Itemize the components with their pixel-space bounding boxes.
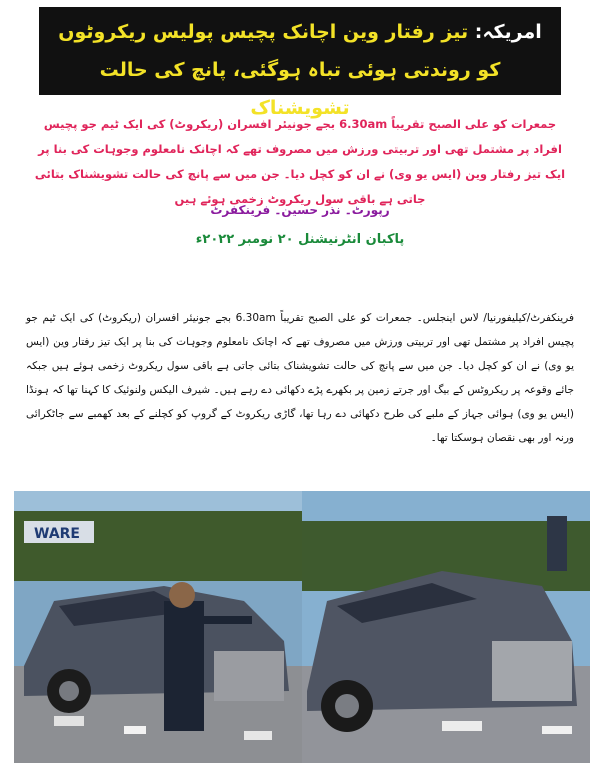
article-body: فرینکفرٹ/کیلیفورنیا/ لاس اینجلس۔ جمعرات کو علی الصبح تقریباً 6.30am بجے جونیئر افسران (ریکروٹ) کی ایک ٹیم جو پچیس افراد پر مشتمل تھی اور تربیتی ورزش میں مصروف تھے کہ اچانک نامعلوم وجوہات کی بنا پر ایک تیز رفتار وین (ایس یو وی) نے ان کو کچل دیا۔ جن میں سے پانچ کی حالت تشویشناک بتائی جاتی ہے باقی سول ریکروٹ زخمی ہوئے ہیں جبکہ جائے وقوعہ پر ریکروٹس کے بیگ اور جرتے زمین پر بکھرے پڑے دکھائی دے رہے ہیں۔ شیرف الیکس ولنوئیک کا کہنا تھا کہ ہونڈا (ایس یو وی) ہوائی جہاز کے ملبے کی طرح دکھائی دے رہا تھا، گاڑی ریکروٹ کے گروپ کو کچلنے کے بعد کھمبے سے جاٹکرائی ورنہ اور بھی نقصان ہوسکتا تھا۔ bbox=[26, 312, 574, 444]
headline-banner bbox=[39, 7, 561, 119]
crash-photo-officer bbox=[14, 491, 302, 763]
crash-photo-suv bbox=[302, 491, 590, 763]
newspaper-credit: پاکبان انٹرنیشنل ۲۰ نومبر ۲۰۲۲ء bbox=[195, 232, 405, 247]
store-sign-text: WARE bbox=[34, 526, 80, 542]
headline-text: تیز رفتار وین اچانک پچیس پولیس ریکروٹوں کو روندتی ہوئی تباہ ہوگئی، پانچ کی حالت تشویشناک bbox=[58, 21, 501, 119]
reporter-credit: رپورٹ۔ نذر حسین۔ فرینکفرٹ bbox=[210, 203, 390, 217]
summary-paragraph: جمعرات کو علی الصبح تقریباً 6.30am بجے جونیئر افسران (ریکروٹ) کی ایک ٹیم جو پچیس افراد پر مشتمل تھی اور تربیتی ورزش میں مصروف تھے کہ اچانک نامعلوم وجوہات کی بنا پر ایک تیز رفتار وین (ایس یو وی) نے ان کو کچل دیا۔ جن میں سے پانچ کی حالت تشویشناک بتائی جاتی ہے باقی سول ریکروٹ زخمی ہوئے ہیں bbox=[34, 117, 566, 206]
headline-prefix: امریکہ: bbox=[474, 21, 542, 43]
